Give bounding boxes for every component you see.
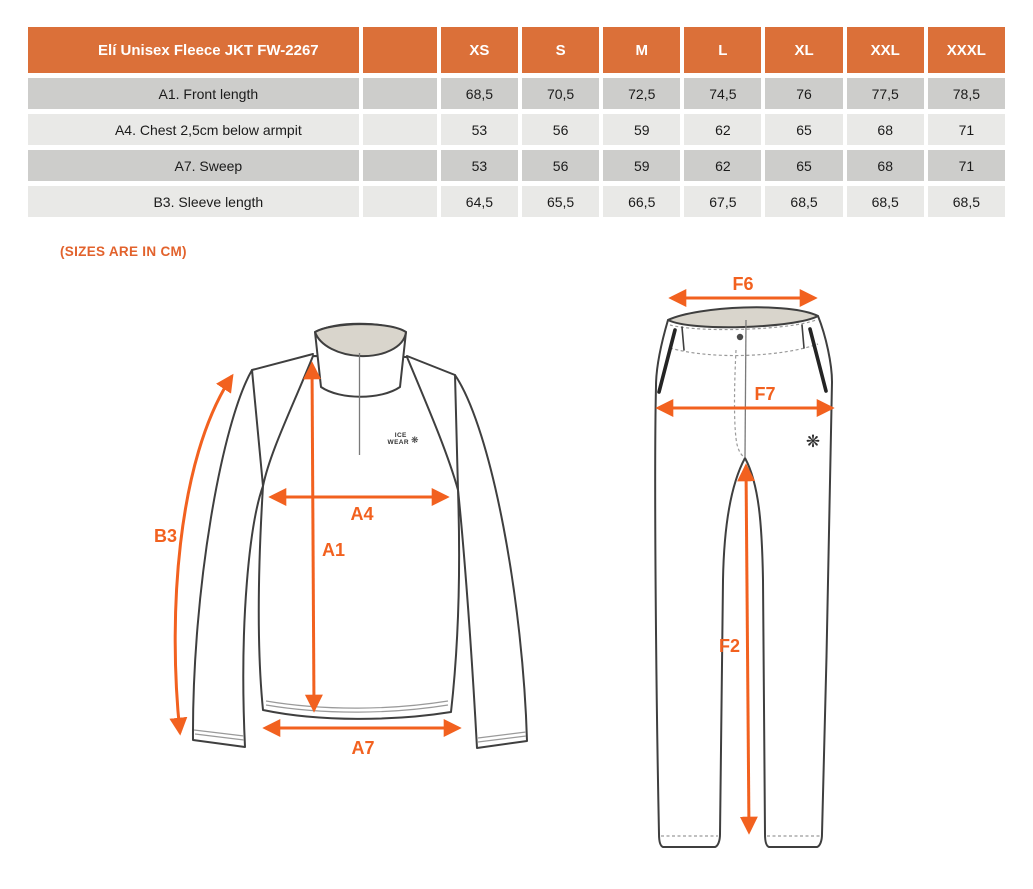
measurement-value: 66,5 xyxy=(603,186,680,217)
measurement-value: 59 xyxy=(603,114,680,145)
brand-logo-text: ICE WEAR xyxy=(387,432,409,446)
jacket-left-sleeve xyxy=(193,370,263,747)
pants-drawing xyxy=(655,307,832,847)
measurement-value: 65,5 xyxy=(522,186,599,217)
measurement-value: 53 xyxy=(441,150,518,181)
size-header-m: M xyxy=(603,27,680,73)
measurement-value: 68,5 xyxy=(847,186,924,217)
pants-measurement-diagram xyxy=(630,270,860,870)
spacer-header-cell xyxy=(363,27,437,73)
measurement-value: 68,5 xyxy=(441,78,518,109)
jacket-right-sleeve xyxy=(455,375,527,748)
measurement-value: 72,5 xyxy=(603,78,680,109)
arrow-f2 xyxy=(746,466,749,832)
table-row xyxy=(28,150,1005,181)
pants-body xyxy=(655,310,832,847)
measurement-value: 71 xyxy=(928,150,1005,181)
table-row xyxy=(28,114,1005,145)
size-header-xxxl: XXXL xyxy=(928,27,1005,73)
units-note: (SIZES ARE IN CM) xyxy=(60,244,187,259)
measurement-label: A1. Front length xyxy=(28,78,359,109)
measurement-value: 78,5 xyxy=(928,78,1005,109)
label-a7: A7 xyxy=(351,738,375,758)
label-a1: A1 xyxy=(322,540,346,560)
measurement-value: 53 xyxy=(441,114,518,145)
measurement-value: 68 xyxy=(847,150,924,181)
label-b3: B3 xyxy=(154,526,178,546)
label-a4: A4 xyxy=(350,504,374,524)
measurement-value: 62 xyxy=(684,114,761,145)
size-header-xs: XS xyxy=(441,27,518,73)
measurement-value: 56 xyxy=(522,114,599,145)
size-header-xxl: XXL xyxy=(847,27,924,73)
brand-logo-snowflake-icon: ❋ xyxy=(411,435,419,445)
snowflake-logo-icon: ❋ xyxy=(805,432,821,451)
measurement-value: 77,5 xyxy=(847,78,924,109)
measurement-value: 62 xyxy=(684,150,761,181)
measurement-value: 74,5 xyxy=(684,78,761,109)
arrow-a1 xyxy=(312,364,314,710)
measurement-value: 68,5 xyxy=(928,186,1005,217)
spacer-cell xyxy=(363,114,437,145)
measurement-value: 68,5 xyxy=(765,186,842,217)
measurement-value: 70,5 xyxy=(522,78,599,109)
spacer-cell xyxy=(363,186,437,217)
measurement-label: A7. Sweep xyxy=(28,150,359,181)
measurement-label: B3. Sleeve length xyxy=(28,186,359,217)
measurement-value: 65 xyxy=(765,114,842,145)
table-row xyxy=(28,186,1005,217)
label-f2: F2 xyxy=(718,636,740,656)
measurement-value: 65 xyxy=(765,150,842,181)
measurement-label: A4. Chest 2,5cm below armpit xyxy=(28,114,359,145)
size-table xyxy=(24,22,1009,222)
spacer-cell xyxy=(363,150,437,181)
measurement-value: 71 xyxy=(928,114,1005,145)
label-f7: F7 xyxy=(754,384,776,404)
measurement-value: 64,5 xyxy=(441,186,518,217)
table-row xyxy=(28,78,1005,109)
jacket-drawing xyxy=(193,324,527,748)
measurement-value: 68 xyxy=(847,114,924,145)
spacer-cell xyxy=(363,78,437,109)
label-f6: F6 xyxy=(732,274,754,294)
size-header-xl: XL xyxy=(765,27,842,73)
pants-button xyxy=(737,334,743,340)
size-header-row xyxy=(28,27,1005,73)
size-header-l: L xyxy=(684,27,761,73)
measurement-value: 76 xyxy=(765,78,842,109)
measurement-value: 59 xyxy=(603,150,680,181)
size-header-s: S xyxy=(522,27,599,73)
measurement-value: 56 xyxy=(522,150,599,181)
measurement-value: 67,5 xyxy=(684,186,761,217)
jacket-measurement-diagram xyxy=(140,290,570,780)
product-title: Elí Unisex Fleece JKT FW-2267 xyxy=(28,27,359,73)
